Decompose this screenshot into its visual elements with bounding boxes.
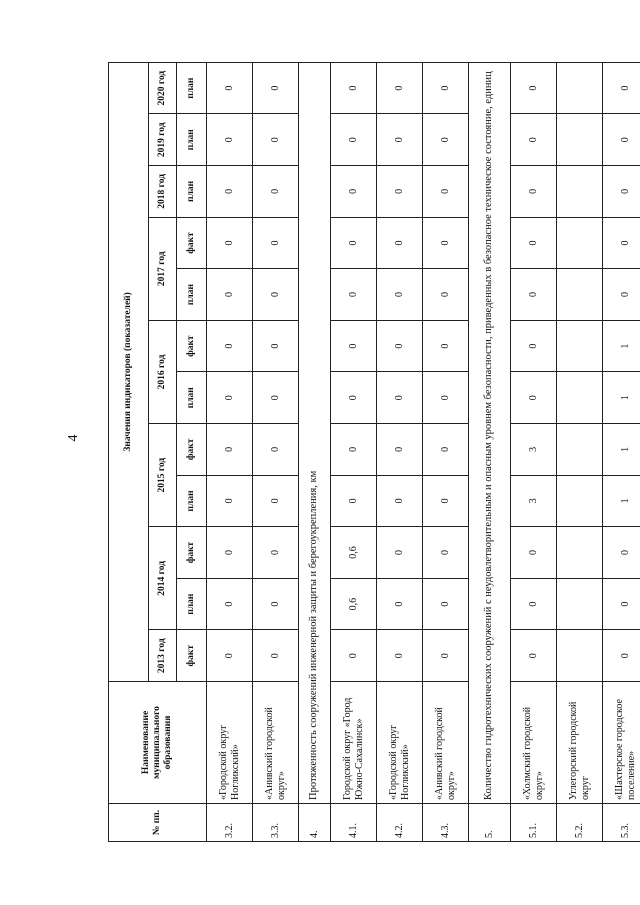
row-number: 4.2. bbox=[377, 804, 423, 842]
indicator-value: 0 bbox=[331, 424, 377, 476]
table-row bbox=[207, 62, 253, 841]
indicator-value: 0 bbox=[423, 424, 469, 476]
municipality-name: «Шахтерское городское поселение» bbox=[603, 682, 640, 804]
row-number: 3.3. bbox=[253, 804, 299, 842]
plan-fact-header: факт bbox=[177, 217, 207, 269]
indicator-value: 0 bbox=[377, 217, 423, 269]
indicator-value: 0 bbox=[377, 424, 423, 476]
year-header: 2016 год bbox=[149, 320, 177, 423]
page-number: 4 bbox=[66, 434, 81, 442]
indicator-value: 1 bbox=[603, 475, 640, 527]
indicator-value: 0 bbox=[423, 372, 469, 424]
indicator-value bbox=[557, 578, 603, 630]
indicator-value: 0 bbox=[377, 62, 423, 114]
plan-fact-header: факт bbox=[177, 320, 207, 372]
year-header: 2015 год bbox=[149, 424, 177, 527]
row-number: 3.2. bbox=[207, 804, 253, 842]
indicator-value: 0 bbox=[511, 527, 557, 579]
plan-fact-header: план bbox=[177, 372, 207, 424]
indicator-value: 0 bbox=[377, 166, 423, 218]
table-row bbox=[423, 62, 469, 841]
indicator-value: 0 bbox=[603, 217, 640, 269]
indicator-value: 0 bbox=[207, 527, 253, 579]
indicator-value bbox=[557, 372, 603, 424]
indicator-value: 0 bbox=[253, 578, 299, 630]
indicator-value: 0 bbox=[207, 578, 253, 630]
indicator-value: 0 bbox=[207, 269, 253, 321]
plan-fact-header: факт bbox=[177, 527, 207, 579]
row-number: 5.1. bbox=[511, 804, 557, 842]
indicators-table bbox=[108, 62, 640, 842]
indicator-value: 0 bbox=[207, 114, 253, 166]
indicator-value: 0 bbox=[331, 269, 377, 321]
indicator-value: 0 bbox=[377, 527, 423, 579]
plan-fact-header: план bbox=[177, 475, 207, 527]
indicator-value: 0 bbox=[253, 217, 299, 269]
table-row bbox=[603, 62, 640, 841]
indicator-value: 3 bbox=[511, 424, 557, 476]
indicator-value: 0 bbox=[331, 475, 377, 527]
indicator-value: 0 bbox=[331, 114, 377, 166]
indicator-value: 0 bbox=[377, 269, 423, 321]
table-row bbox=[557, 62, 603, 841]
indicator-value: 0 bbox=[331, 166, 377, 218]
indicator-value: 0 bbox=[207, 475, 253, 527]
municipality-name: Городской округ «Город Южно-Сахалинск» bbox=[331, 682, 377, 804]
indicator-value: 0 bbox=[331, 630, 377, 682]
plan-fact-header: план bbox=[177, 269, 207, 321]
indicator-value bbox=[557, 217, 603, 269]
indicator-value bbox=[557, 424, 603, 476]
indicator-value: 0 bbox=[511, 62, 557, 114]
indicator-value: 0 bbox=[331, 217, 377, 269]
table-row bbox=[253, 62, 299, 841]
municipality-name: «Городской округ Ногликский» bbox=[377, 682, 423, 804]
indicator-value: 0 bbox=[423, 630, 469, 682]
header-row-1 bbox=[109, 62, 149, 841]
row-number: 4. bbox=[299, 804, 331, 842]
indicator-value: 1 bbox=[603, 424, 640, 476]
indicator-value: 0,6 bbox=[331, 527, 377, 579]
municipality-name: «Анивский городской округ» bbox=[253, 682, 299, 804]
indicator-value: 0 bbox=[603, 62, 640, 114]
indicator-value: 0 bbox=[253, 269, 299, 321]
year-header: 2014 год bbox=[149, 527, 177, 630]
indicator-value: 0 bbox=[377, 630, 423, 682]
indicator-value: 0 bbox=[377, 578, 423, 630]
indicator-value: 0 bbox=[253, 527, 299, 579]
indicator-value: 0 bbox=[207, 424, 253, 476]
indicator-value bbox=[557, 269, 603, 321]
indicator-value: 0 bbox=[423, 217, 469, 269]
indicator-value: 0 bbox=[423, 475, 469, 527]
plan-fact-header: план bbox=[177, 114, 207, 166]
row-number: 4.3. bbox=[423, 804, 469, 842]
indicator-value: 0 bbox=[603, 578, 640, 630]
indicator-value: 0 bbox=[377, 475, 423, 527]
indicator-value bbox=[557, 114, 603, 166]
indicator-value: 0,6 bbox=[331, 578, 377, 630]
indicator-value: 0 bbox=[511, 320, 557, 372]
indicator-value: 0 bbox=[377, 320, 423, 372]
indicator-value: 0 bbox=[423, 320, 469, 372]
indicators-header: Значения индикаторов (показателей) bbox=[109, 62, 149, 681]
table-row bbox=[331, 62, 377, 841]
indicator-value: 0 bbox=[253, 424, 299, 476]
indicator-value: 0 bbox=[331, 372, 377, 424]
indicator-value: 0 bbox=[603, 630, 640, 682]
indicator-value: 0 bbox=[603, 114, 640, 166]
year-header: 2013 год bbox=[149, 630, 177, 682]
indicator-value: 0 bbox=[331, 320, 377, 372]
indicator-value: 0 bbox=[207, 217, 253, 269]
indicator-value: 0 bbox=[511, 372, 557, 424]
indicator-value: 0 bbox=[253, 372, 299, 424]
num-header: № пп. bbox=[109, 804, 207, 842]
row-number: 5.2. bbox=[557, 804, 603, 842]
year-header: 2017 год bbox=[149, 217, 177, 320]
year-header: 2020 год bbox=[149, 62, 177, 114]
plan-fact-header: план bbox=[177, 166, 207, 218]
row-number: 5.3. bbox=[603, 804, 640, 842]
indicator-value: 0 bbox=[253, 320, 299, 372]
indicator-value: 0 bbox=[377, 372, 423, 424]
year-header: 2018 год bbox=[149, 166, 177, 218]
indicator-value: 0 bbox=[207, 166, 253, 218]
indicator-value: 0 bbox=[423, 527, 469, 579]
indicator-value: 0 bbox=[603, 527, 640, 579]
indicator-value: 0 bbox=[207, 62, 253, 114]
indicator-value: 0 bbox=[253, 475, 299, 527]
row-number: 4.1. bbox=[331, 804, 377, 842]
indicator-value: 0 bbox=[511, 217, 557, 269]
indicator-value: 0 bbox=[423, 62, 469, 114]
indicators-table-container bbox=[108, 62, 637, 842]
year-header: 2019 год bbox=[149, 114, 177, 166]
indicator-value: 0 bbox=[253, 630, 299, 682]
plan-fact-header: план bbox=[177, 578, 207, 630]
indicator-value: 0 bbox=[253, 114, 299, 166]
indicator-value: 0 bbox=[511, 578, 557, 630]
plan-fact-header: факт bbox=[177, 630, 207, 682]
row-number: 5. bbox=[469, 804, 511, 842]
plan-fact-header: факт bbox=[177, 424, 207, 476]
section-title: Количество гидротехнических сооружений с неудовлетворительным и опасным уровнем безопасности, приведенных в безопасное техническое состояние, единиц bbox=[469, 62, 511, 803]
indicator-value: 0 bbox=[511, 269, 557, 321]
section-row bbox=[469, 62, 511, 841]
table-row bbox=[377, 62, 423, 841]
municipality-name: «Анивский городской округ» bbox=[423, 682, 469, 804]
indicator-value: 0 bbox=[377, 114, 423, 166]
indicator-value: 0 bbox=[603, 269, 640, 321]
table-body bbox=[207, 62, 640, 841]
indicator-value bbox=[557, 630, 603, 682]
indicator-value: 0 bbox=[207, 320, 253, 372]
indicator-value bbox=[557, 166, 603, 218]
indicator-value: 1 bbox=[603, 372, 640, 424]
indicator-value: 0 bbox=[207, 630, 253, 682]
indicator-value: 3 bbox=[511, 475, 557, 527]
indicator-value: 0 bbox=[253, 166, 299, 218]
name-header: Наименование муниципального образования bbox=[109, 682, 207, 804]
section-row bbox=[299, 62, 331, 841]
indicator-value: 0 bbox=[511, 114, 557, 166]
indicator-value bbox=[557, 320, 603, 372]
indicator-value: 0 bbox=[423, 166, 469, 218]
indicator-value: 0 bbox=[331, 62, 377, 114]
indicator-value bbox=[557, 527, 603, 579]
municipality-name: «Городской округ Ногликский» bbox=[207, 682, 253, 804]
indicator-value: 0 bbox=[511, 630, 557, 682]
indicator-value: 0 bbox=[423, 114, 469, 166]
municipality-name: «Холмский городской округ» bbox=[511, 682, 557, 804]
indicator-value: 1 bbox=[603, 320, 640, 372]
municipality-name: Углегорский городской округ bbox=[557, 682, 603, 804]
indicator-value: 0 bbox=[511, 166, 557, 218]
table-row bbox=[511, 62, 557, 841]
indicator-value: 0 bbox=[207, 372, 253, 424]
indicator-value bbox=[557, 475, 603, 527]
indicator-value bbox=[557, 62, 603, 114]
section-title: Протяженность сооружений инженерной защиты и берегоукрепления, км bbox=[299, 62, 331, 803]
table-header bbox=[109, 62, 207, 841]
indicator-value: 0 bbox=[423, 269, 469, 321]
indicator-value: 0 bbox=[423, 578, 469, 630]
plan-fact-header: план bbox=[177, 62, 207, 114]
indicator-value: 0 bbox=[253, 62, 299, 114]
indicator-value: 0 bbox=[603, 166, 640, 218]
